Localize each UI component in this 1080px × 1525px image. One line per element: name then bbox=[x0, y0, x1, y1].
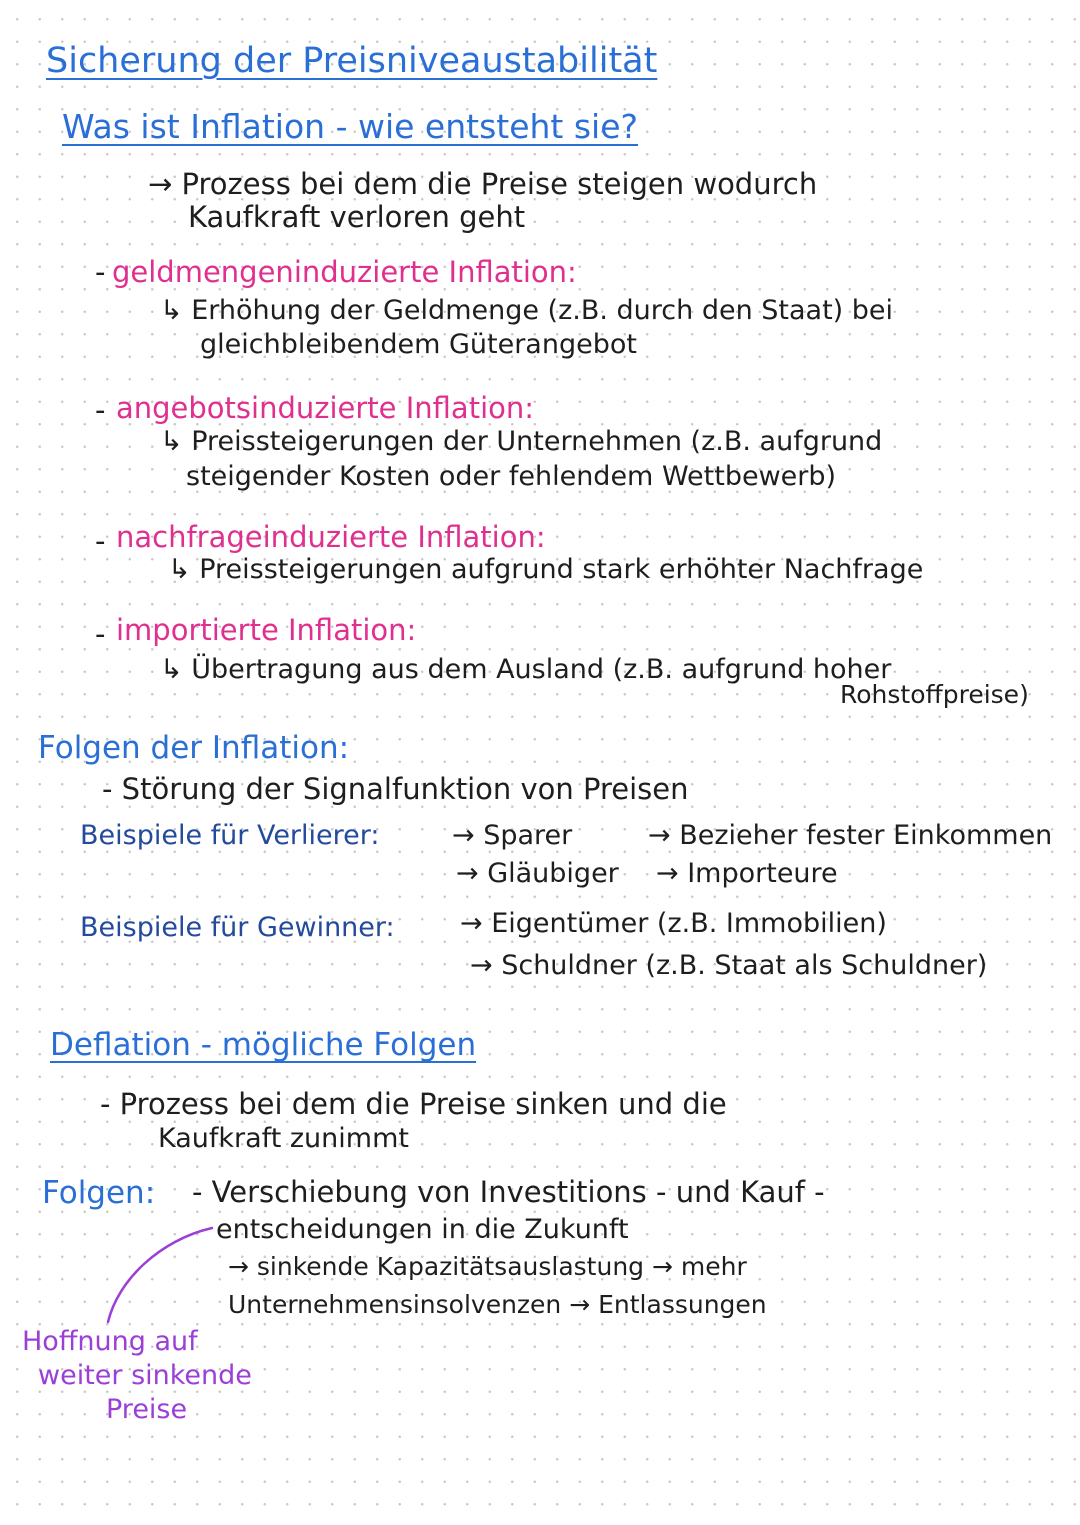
type-desc-angebot-line2: steigender Kosten oder fehlendem Wettbewerb) bbox=[186, 461, 837, 492]
type-bullet-dash: - bbox=[95, 524, 106, 558]
deflation-folgen-label: Folgen: bbox=[42, 1175, 156, 1211]
inflation-definition-line2: Kaufkraft verloren geht bbox=[188, 200, 526, 234]
deflation-folgen-line4: Unternehmensinsolvenzen → Entlassungen bbox=[228, 1290, 767, 1319]
deflation-folgen-line2: entscheidungen in die Zukunft bbox=[216, 1214, 629, 1245]
deflation-folgen-line1: - Verschiebung von Investitions - und Kauf - bbox=[192, 1175, 825, 1209]
type-desc-geldmenge-line2: gleichbleibendem Güterangebot bbox=[200, 329, 637, 360]
gewinner-item: → Eigentümer (z.B. Immobilien) bbox=[460, 908, 887, 939]
type-desc-importiert-line2: Rohstoffpreise) bbox=[840, 680, 1029, 709]
type-label-angebot: angebotsinduzierte Inflation: bbox=[116, 391, 535, 425]
folgen-point: - Störung der Signalfunktion von Preisen bbox=[102, 772, 689, 806]
deflation-definition-line2: Kaufkraft zunimmt bbox=[158, 1123, 409, 1154]
gewinner-label: Beispiele für Gewinner: bbox=[80, 912, 395, 943]
inflation-heading: Was ist Inflation - wie entsteht sie? bbox=[62, 107, 639, 146]
gewinner-item: → Schuldner (z.B. Staat als Schuldner) bbox=[470, 950, 988, 981]
type-bullet-dash: - bbox=[95, 393, 106, 427]
page-title: Sicherung der Preisniveaustabilität bbox=[46, 41, 658, 81]
verlierer-item: → Sparer bbox=[452, 820, 573, 851]
type-bullet-dash: - bbox=[95, 617, 106, 651]
inflation-definition-line1: → Prozess bei dem die Preise steigen wodurch bbox=[148, 167, 818, 201]
deflation-heading: Deflation - mögliche Folgen bbox=[50, 1027, 477, 1063]
type-desc-importiert-line1: ↳ Übertragung aus dem Ausland (z.B. aufgrund hoher bbox=[160, 654, 892, 685]
deflation-definition-line1: - Prozess bei dem die Preise sinken und die bbox=[100, 1087, 727, 1121]
type-desc-geldmenge-line1: ↳ Erhöhung der Geldmenge (z.B. durch den Staat) bei bbox=[160, 295, 894, 326]
verlierer-item: → Importeure bbox=[656, 858, 838, 889]
folgen-heading: Folgen der Inflation: bbox=[38, 730, 350, 766]
type-desc-nachfrage-line1: ↳ Preissteigerungen aufgrund stark erhöhter Nachfrage bbox=[168, 554, 924, 585]
type-label-importiert: importierte Inflation: bbox=[116, 613, 417, 647]
type-label-nachfrage: nachfrageinduzierte Inflation: bbox=[116, 520, 546, 554]
verlierer-item: → Bezieher fester Einkommen bbox=[648, 820, 1053, 851]
type-desc-angebot-line1: ↳ Preissteigerungen der Unternehmen (z.B. aufgrund bbox=[160, 426, 883, 457]
type-bullet-dash: - bbox=[95, 255, 106, 289]
hope-note-line2: weiter sinkende bbox=[38, 1360, 252, 1391]
hope-note-line1: Hoffnung auf bbox=[22, 1326, 198, 1357]
deflation-folgen-line3: → sinkende Kapazitätsauslastung → mehr bbox=[228, 1252, 747, 1281]
hope-note-line3: Preise bbox=[106, 1394, 188, 1425]
verlierer-label: Beispiele für Verlierer: bbox=[80, 820, 380, 851]
verlierer-item: → Gläubiger bbox=[456, 858, 619, 889]
type-label-geldmenge: geldmengeninduzierte Inflation: bbox=[112, 255, 577, 289]
